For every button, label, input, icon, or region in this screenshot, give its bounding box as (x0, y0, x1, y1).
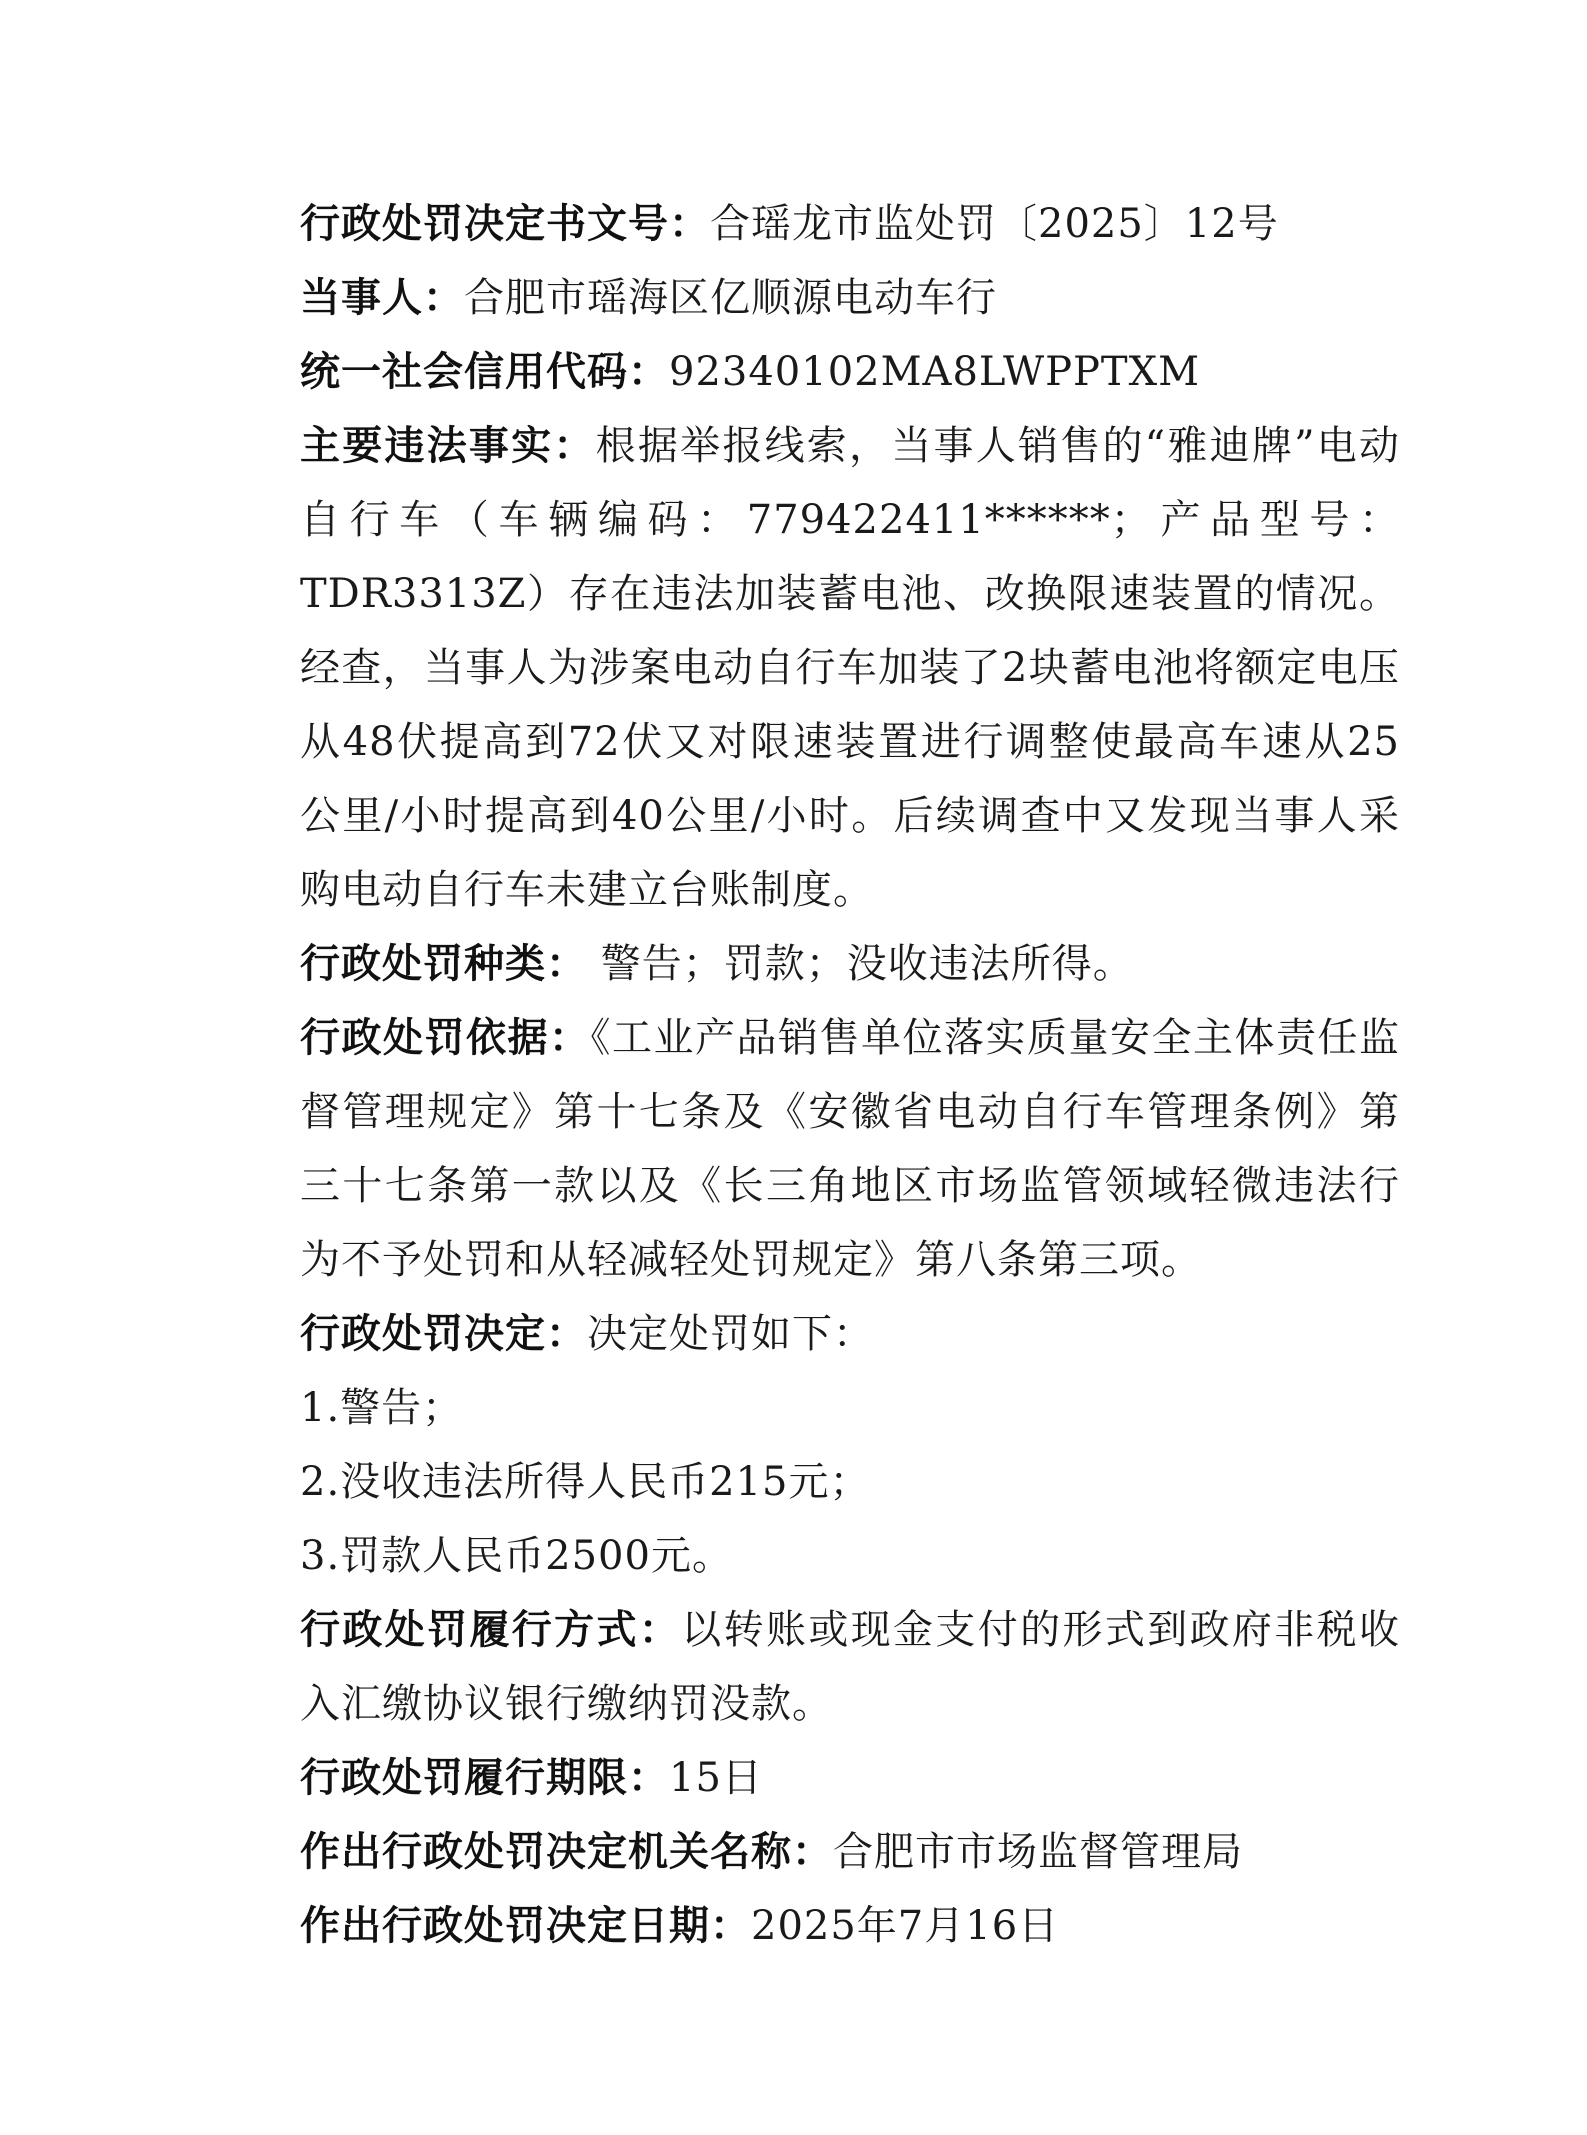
facts-value: 根据举报线索，当事人销售的“雅迪牌”电动自行车（车辆编码：779422411******；产品型号：TDR3313Z）存在违法加装蓄电池、改换限速装置的情况。经查，当事人为涉案电动自行车加装了2块蓄电池将额定电压从48伏提高到72伏又对限速装置进行调整使最高车速从25公里/小时提高到40公里/小时。后续调查中又发现当事人采购电动自行车未建立台账制度。 (300, 423, 1400, 913)
decision-item: 3.罚款人民币2500元。 (300, 1533, 733, 1579)
decision-number-line (300, 187, 1400, 261)
decision-number-value: 合瑶龙市监处罚〔2025〕12号 (710, 201, 1279, 247)
penalty-type-value: 警告；罚款；没收违法所得。 (587, 941, 1134, 987)
authority-value: 合肥市市场监督管理局 (833, 1829, 1243, 1875)
performance-method-value: 以转账或现金支付的形式到政府非税收入汇缴协议银行缴纳罚没款。 (300, 1607, 1401, 1727)
decision-number-label: 行政处罚决定书文号： (300, 201, 710, 247)
decision-line (300, 1297, 1400, 1371)
performance-deadline-label: 行政处罚履行期限： (300, 1755, 669, 1801)
decision-item: 2.没收违法所得人民币215元； (300, 1459, 871, 1505)
performance-deadline-line (300, 1741, 1400, 1815)
performance-deadline-value: 15日 (669, 1755, 763, 1801)
party-label: 当事人： (300, 275, 464, 321)
date-value: 2025年7月16日 (751, 1903, 1060, 1949)
decision-label: 行政处罚决定： (300, 1311, 587, 1357)
party-value: 合肥市瑶海区亿顺源电动车行 (464, 275, 997, 321)
facts-label: 主要违法事实： (300, 423, 596, 469)
party-line (300, 261, 1400, 335)
performance-method-label: 行政处罚履行方式： (300, 1607, 682, 1653)
facts-paragraph (300, 409, 1400, 927)
penalty-type-line (300, 927, 1400, 1001)
basis-value: 《工业产品销售单位落实质量安全主体责任监督管理规定》第十七条及《安徽省电动自行车管理条例》第三十七条第一款以及《长三角地区市场监管领域轻微违法行为不予处罚和从轻减轻处罚规定》第八条第三项。 (300, 1015, 1400, 1283)
credit-code-label: 统一社会信用代码： (300, 349, 669, 395)
decision-value: 决定处罚如下： (587, 1311, 874, 1357)
penalty-type-label: 行政处罚种类： (300, 941, 587, 987)
date-line (300, 1889, 1400, 1963)
basis-label: 行政处罚依据： (300, 1015, 591, 1061)
performance-method-paragraph (300, 1593, 1400, 1741)
authority-label: 作出行政处罚决定机关名称： (300, 1829, 833, 1875)
penalty-decision-document (300, 187, 1400, 1963)
credit-code-line (300, 335, 1400, 409)
authority-line (300, 1815, 1400, 1889)
credit-code-value: 92340102MA8LWPPTXM (669, 349, 1201, 395)
basis-paragraph (300, 1001, 1400, 1297)
date-label: 作出行政处罚决定日期： (300, 1903, 751, 1949)
decision-item: 1.警告； (300, 1385, 464, 1431)
